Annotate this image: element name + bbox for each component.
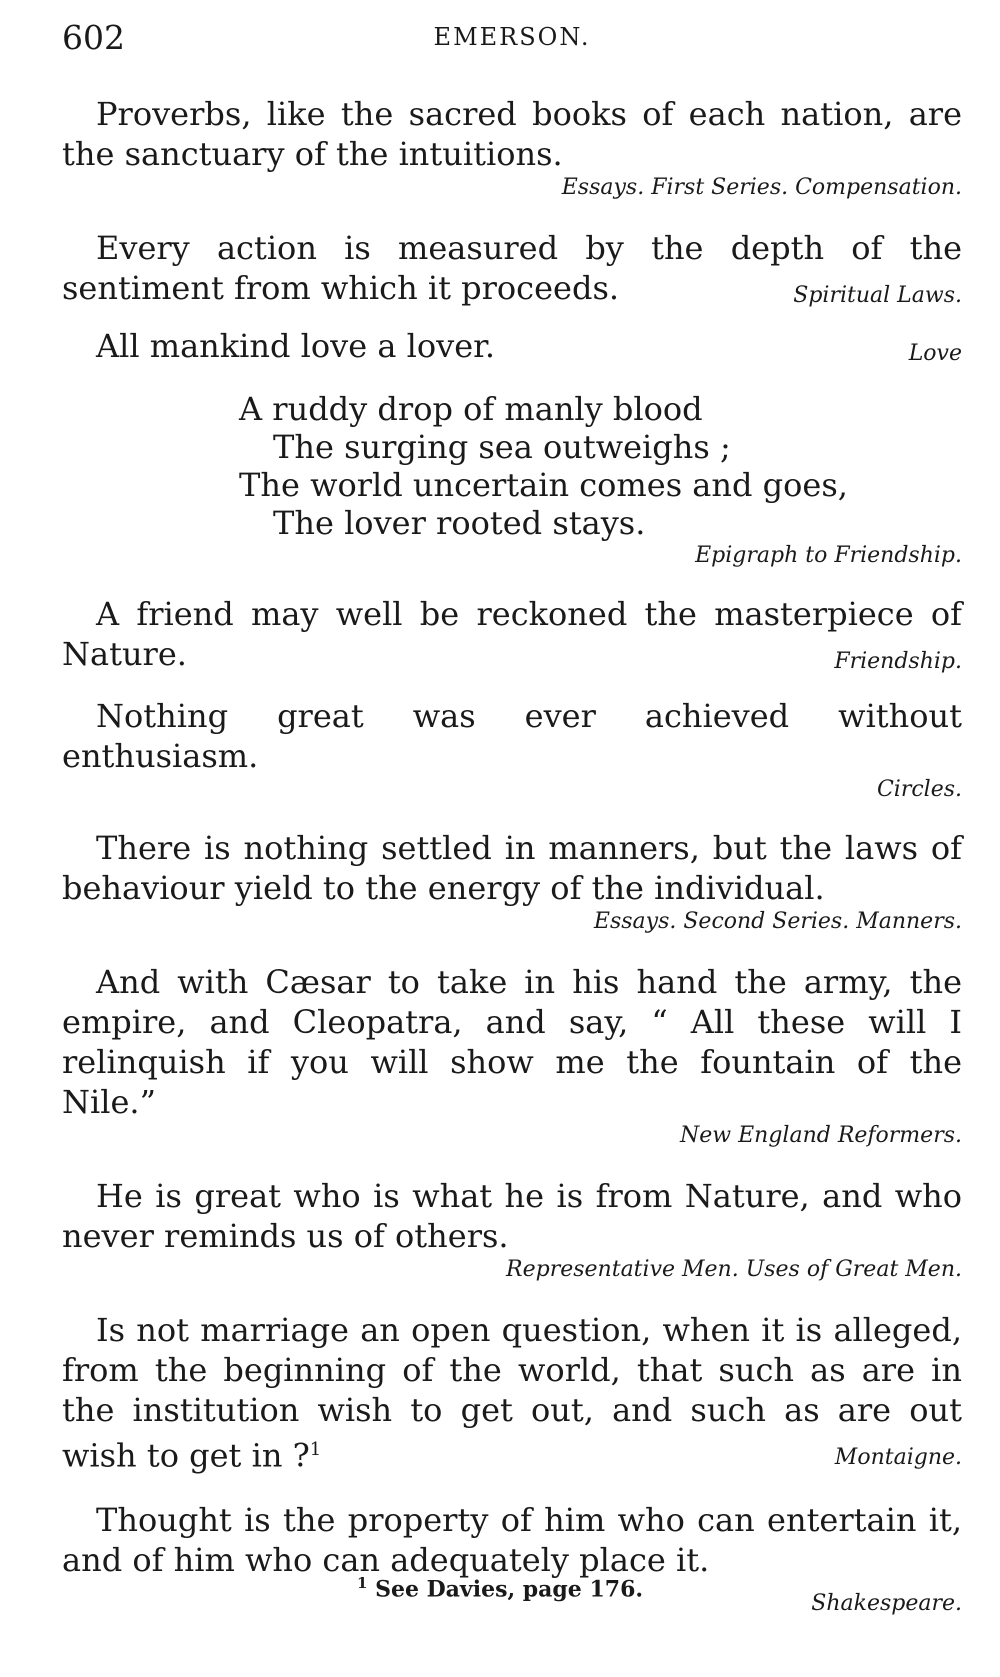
footnote-mark: 1: [356, 1574, 368, 1592]
quotation-source: Shakespeare.: [811, 1590, 962, 1616]
running-head: EMERSON.: [433, 23, 591, 51]
footnote-text: See Davies, page 176.: [375, 1576, 644, 1603]
quotation-text: There is nothing settled in manners, but the laws of behaviour yield to the energy of the individual.: [62, 829, 962, 907]
quotation-text: Is not marriage an open question, when it is alleged, from the beginning of the world, that such as are in the institution wish to get out, and such as are out wish to get in ?: [62, 1311, 962, 1475]
quotation: [62, 1310, 962, 1476]
footnote-reference[interactable]: 1: [309, 1439, 322, 1460]
quotations-list: [62, 94, 962, 1618]
quotation: [62, 1176, 962, 1284]
quotation-source: Spiritual Laws.: [793, 283, 962, 308]
quotation-text: Every action is measured by the depth of the sentiment from which it proceeds.: [62, 229, 962, 307]
quotation-source: Circles.: [876, 777, 962, 802]
page-header: [62, 18, 962, 68]
quotation: [62, 828, 962, 936]
quotation-text: And with Cæsar to take in his hand the army, the empire, and Cleopatra, and say, “ All these will I relinquish if you will show me the fountain of the Nile.”: [62, 963, 962, 1121]
quotation-source: Epigraph to Friendship.: [695, 543, 962, 568]
quotation-source: New England Reformers.: [680, 1123, 962, 1148]
quotation-source: Essays. First Series. Compensation.: [561, 175, 962, 200]
quotation: [62, 696, 962, 804]
verse-line: The surging sea outweighs ;: [273, 428, 731, 466]
quotation-body: [62, 594, 962, 674]
verse-line: The world uncertain comes and goes,: [239, 466, 848, 504]
quotation-body: [62, 228, 962, 308]
quotation-text: All mankind love a lover.: [96, 327, 496, 365]
verse-line: A ruddy drop of manly blood: [239, 390, 703, 428]
quotation-source: Friendship.: [834, 649, 962, 674]
footnote: [0, 1574, 1000, 1602]
page-number: 602: [62, 18, 125, 57]
quotation: [62, 326, 962, 366]
quotation-source: Representative Men. Uses of Great Men.: [506, 1257, 962, 1282]
quotation-text: A friend may well be reckoned the masterpiece of Nature.: [62, 595, 962, 673]
verse-line: The lover rooted stays.: [273, 504, 646, 542]
quotation-source: Essays. Second Series. Manners.: [593, 909, 962, 934]
quotation-body: [62, 326, 962, 366]
quotation: [62, 962, 962, 1150]
quotation-text: He is great who is what he is from Nature, and who never reminds us of others.: [62, 1177, 962, 1255]
quotation: [62, 94, 962, 202]
quotation-text: Nothing great was ever achieved without enthusiasm.: [62, 697, 962, 775]
quotation: [62, 594, 962, 674]
quotation-body: [62, 1310, 962, 1476]
quotation-source: Montaigne.: [834, 1445, 962, 1470]
verse-quotation: [62, 390, 962, 570]
quotation-text: Proverbs, like the sacred books of each nation, are the sanctuary of the intuitions.: [62, 95, 962, 173]
verse-stanza: [62, 390, 962, 542]
quotation-text: Thought is the property of him who can entertain it, and of him who can adequately place it.: [62, 1500, 962, 1579]
quotation: [62, 228, 962, 308]
quotation-source: Love: [908, 341, 962, 366]
